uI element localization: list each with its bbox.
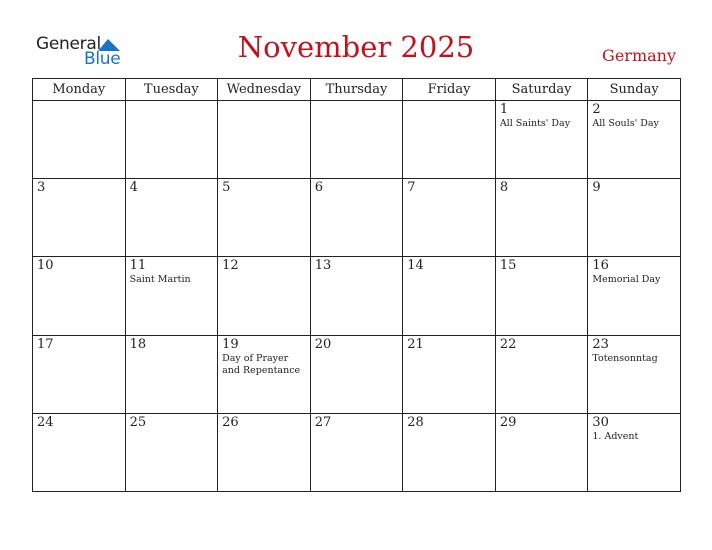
calendar-day-cell — [403, 257, 496, 335]
calendar-day-cell — [125, 335, 218, 413]
calendar-day-cell — [588, 257, 681, 335]
day-number: 15 — [499, 258, 517, 274]
calendar-day-cell — [33, 257, 126, 335]
day-number: 19 — [222, 336, 239, 352]
calendar-day-cell — [403, 335, 496, 413]
logo-text-blue: Blue — [84, 49, 121, 69]
day-number: 21 — [407, 336, 424, 352]
day-number: 2 — [592, 102, 601, 117]
calendar-day-cell — [218, 179, 311, 257]
day-number: 11 — [129, 258, 147, 274]
calendar-day-cell — [588, 335, 681, 413]
calendar-day-cell — [33, 179, 126, 257]
calendar-day-cell — [495, 179, 588, 257]
day-number: 25 — [129, 414, 147, 430]
day-number: 9 — [592, 180, 601, 196]
calendar-day-cell — [310, 101, 403, 179]
calendar-day-cell — [310, 335, 403, 413]
calendar-day-cell — [588, 101, 681, 179]
calendar-day-cell — [125, 101, 218, 179]
calendar-week-row — [33, 335, 681, 413]
weekday-header: Thursday — [310, 79, 403, 101]
day-number: 26 — [222, 414, 239, 430]
day-number: 5 — [222, 180, 231, 196]
calendar-day-cell — [403, 101, 496, 179]
calendar-day-cell — [33, 101, 126, 179]
holiday-label: Memorial Day — [592, 274, 661, 286]
calendar-day-cell — [310, 179, 403, 257]
calendar-day-cell — [218, 257, 311, 335]
weekday-header: Monday — [33, 79, 126, 101]
country-label: Germany — [602, 46, 676, 65]
logo-text-general: General — [36, 34, 101, 54]
day-number: 27 — [314, 414, 332, 430]
weekday-header: Sunday — [588, 79, 681, 101]
calendar-day-cell — [218, 335, 311, 413]
day-number: 17 — [37, 336, 54, 352]
day-number: 8 — [499, 180, 509, 196]
day-number: 18 — [129, 336, 147, 352]
calendar-day-cell — [588, 413, 681, 491]
day-number: 6 — [314, 180, 323, 196]
calendar-day-cell — [125, 179, 218, 257]
calendar-day-cell — [310, 257, 403, 335]
calendar-day-cell — [588, 179, 681, 257]
holiday-label: All Souls' Day — [592, 118, 659, 129]
holiday-label: Day of Prayer and Repentance — [222, 352, 301, 376]
calendar-day-cell — [495, 101, 588, 179]
weekday-header: Saturday — [495, 79, 588, 101]
day-number: 24 — [37, 414, 54, 430]
holiday-label: Totensonntag — [592, 352, 658, 364]
calendar-week-row — [33, 413, 681, 491]
holiday-label: Saint Martin — [129, 274, 191, 286]
day-number: 10 — [37, 258, 54, 274]
calendar-day-cell — [495, 335, 588, 413]
calendar-week-row — [33, 179, 681, 257]
holiday-label: 1. Advent — [592, 430, 639, 442]
day-number: 20 — [314, 336, 332, 352]
calendar-day-cell — [33, 335, 126, 413]
day-number: 29 — [499, 414, 517, 430]
day-number: 14 — [407, 258, 424, 274]
calendar-day-cell — [495, 413, 588, 491]
calendar-week-row — [33, 101, 681, 179]
calendar-day-cell — [125, 413, 218, 491]
calendar-day-cell — [403, 179, 496, 257]
generalblue-logo — [36, 34, 126, 70]
day-number: 30 — [592, 414, 609, 430]
day-number: 22 — [499, 336, 517, 352]
calendar-day-cell — [403, 413, 496, 491]
day-number: 16 — [592, 258, 609, 274]
calendar-title: November 2025 — [237, 30, 475, 64]
calendar-day-cell — [218, 413, 311, 491]
calendar-day-cell — [218, 101, 311, 179]
day-number: 3 — [37, 180, 46, 196]
day-number: 1 — [499, 102, 509, 117]
calendar-grid — [32, 78, 681, 492]
day-number: 13 — [314, 258, 332, 274]
calendar-day-cell — [33, 413, 126, 491]
weekday-header: Friday — [403, 79, 496, 101]
calendar-day-cell — [125, 257, 218, 335]
day-number: 23 — [592, 336, 609, 352]
calendar-day-cell — [495, 257, 588, 335]
calendar-day-cell — [310, 413, 403, 491]
holiday-label: All Saints' Day — [499, 118, 571, 129]
weekday-header-row — [33, 79, 681, 101]
day-number: 7 — [407, 180, 416, 196]
calendar-week-row — [33, 257, 681, 335]
day-number: 4 — [129, 180, 138, 196]
weekday-header: Wednesday — [218, 79, 311, 101]
day-number: 28 — [407, 414, 424, 430]
weekday-header: Tuesday — [125, 79, 218, 101]
day-number: 12 — [222, 258, 239, 274]
